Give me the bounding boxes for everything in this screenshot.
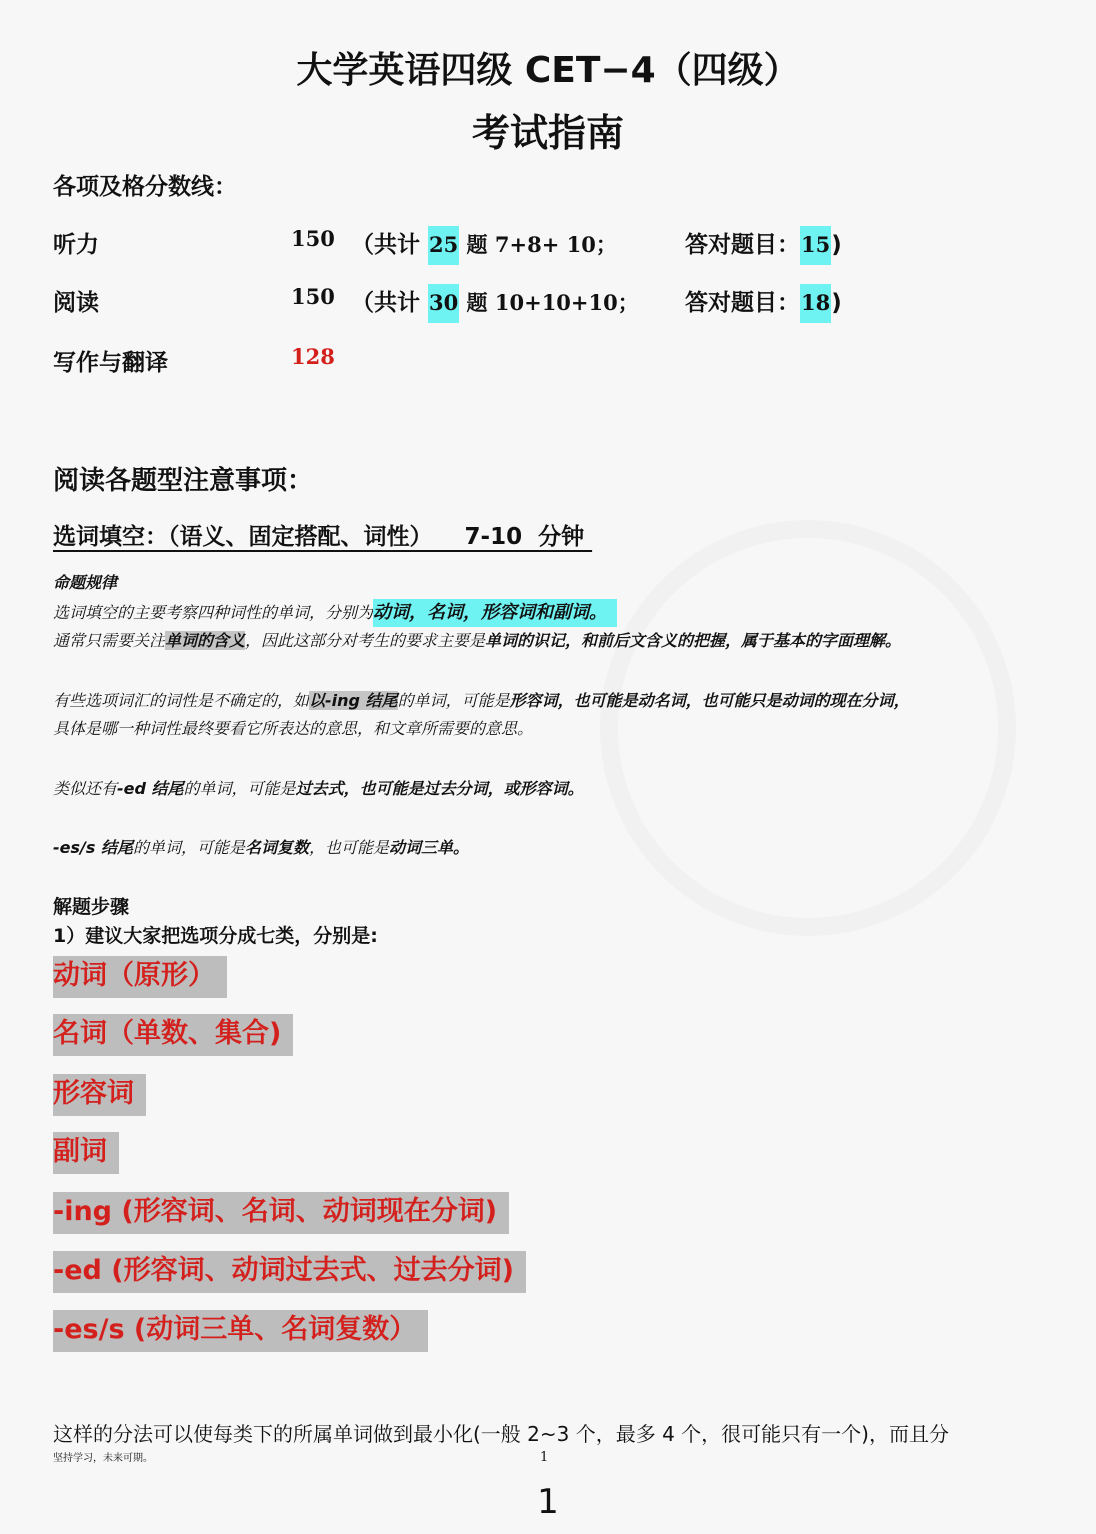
category-ed: -ed (形容词、动词过去式、过去分词) bbox=[53, 1251, 526, 1293]
score-answer: 答对题目：15) bbox=[685, 226, 842, 259]
score-label: 写作与翻译 bbox=[53, 350, 168, 376]
rule-line-2: 通常只需要关注单词的含义，因此这部分对考生的要求主要是单词的识记，和前后文含义的把握，属于基本的字面理解。 bbox=[53, 631, 902, 650]
page-title: 大学英语四级 CET−4（四级） bbox=[296, 50, 800, 91]
page-subtitle: 考试指南 bbox=[471, 111, 624, 155]
section-heading-scores: 各项及格分数线： bbox=[53, 174, 237, 200]
page-number: 1 bbox=[537, 1482, 559, 1522]
closing-paragraph: 这样的分法可以使每类下的所属单词做到最小化(一般 2~3 个，最多 4 个，很可能只有一个)，而且分 bbox=[53, 1422, 949, 1446]
rule-line-1: 选词填空的主要考察四种词性的单词，分别为动词，名词，形容词和副词。 bbox=[53, 598, 617, 624]
steps-item-1: 1）建议大家把选项分成七类，分别是: bbox=[53, 925, 378, 947]
category-es-s: -es/s (动词三单、名词复数） bbox=[53, 1310, 428, 1352]
rule-line-3: 有些选项词汇的词性是不确定的，如以-ing 结尾的单词，可能是形容词，也可能是动名词，也可能只是动词的现在分词， bbox=[53, 691, 910, 710]
steps-title: 解题步骤 bbox=[53, 896, 130, 918]
score-points: 150 bbox=[291, 226, 335, 251]
watermark bbox=[600, 520, 1016, 936]
score-label: 阅读 bbox=[53, 290, 99, 316]
score-points: 128 bbox=[291, 344, 335, 369]
category-verb: 动词（原形） bbox=[53, 956, 227, 998]
category-ing: -ing (形容词、名词、动词现在分词) bbox=[53, 1192, 509, 1234]
rules-title: 命题规律 bbox=[53, 573, 118, 592]
rule-line-5: 类似还有-ed 结尾的单词，可能是过去式，也可能是过去分词，或形容词。 bbox=[53, 779, 584, 798]
page-number-small: 1 bbox=[540, 1450, 549, 1465]
score-answer: 答对题目：18) bbox=[685, 284, 842, 317]
subheading-cloze: 选词填空：（语义、固定搭配、词性） 7-10 分钟 bbox=[53, 524, 593, 550]
score-description: （共计 30 题 10+10+10； bbox=[351, 284, 639, 317]
score-points: 150 bbox=[291, 284, 335, 309]
rule-line-4: 具体是哪一种词性最终要看它所表达的意思，和文章所需要的意思。 bbox=[53, 719, 534, 738]
footer-note: 坚持学习，未来可期。 bbox=[53, 1453, 153, 1464]
category-adverb: 副词 bbox=[53, 1132, 119, 1174]
section-heading-reading: 阅读各题型注意事项： bbox=[53, 466, 314, 496]
rule-line-6: -es/s 结尾的单词，可能是名词复数，也可能是动词三单。 bbox=[53, 838, 470, 857]
score-description: （共计 25 题 7+8+ 10； bbox=[351, 226, 617, 259]
category-noun: 名词（单数、集合) bbox=[53, 1014, 293, 1056]
score-label: 听力 bbox=[53, 232, 99, 258]
category-adjective: 形容词 bbox=[53, 1074, 146, 1116]
